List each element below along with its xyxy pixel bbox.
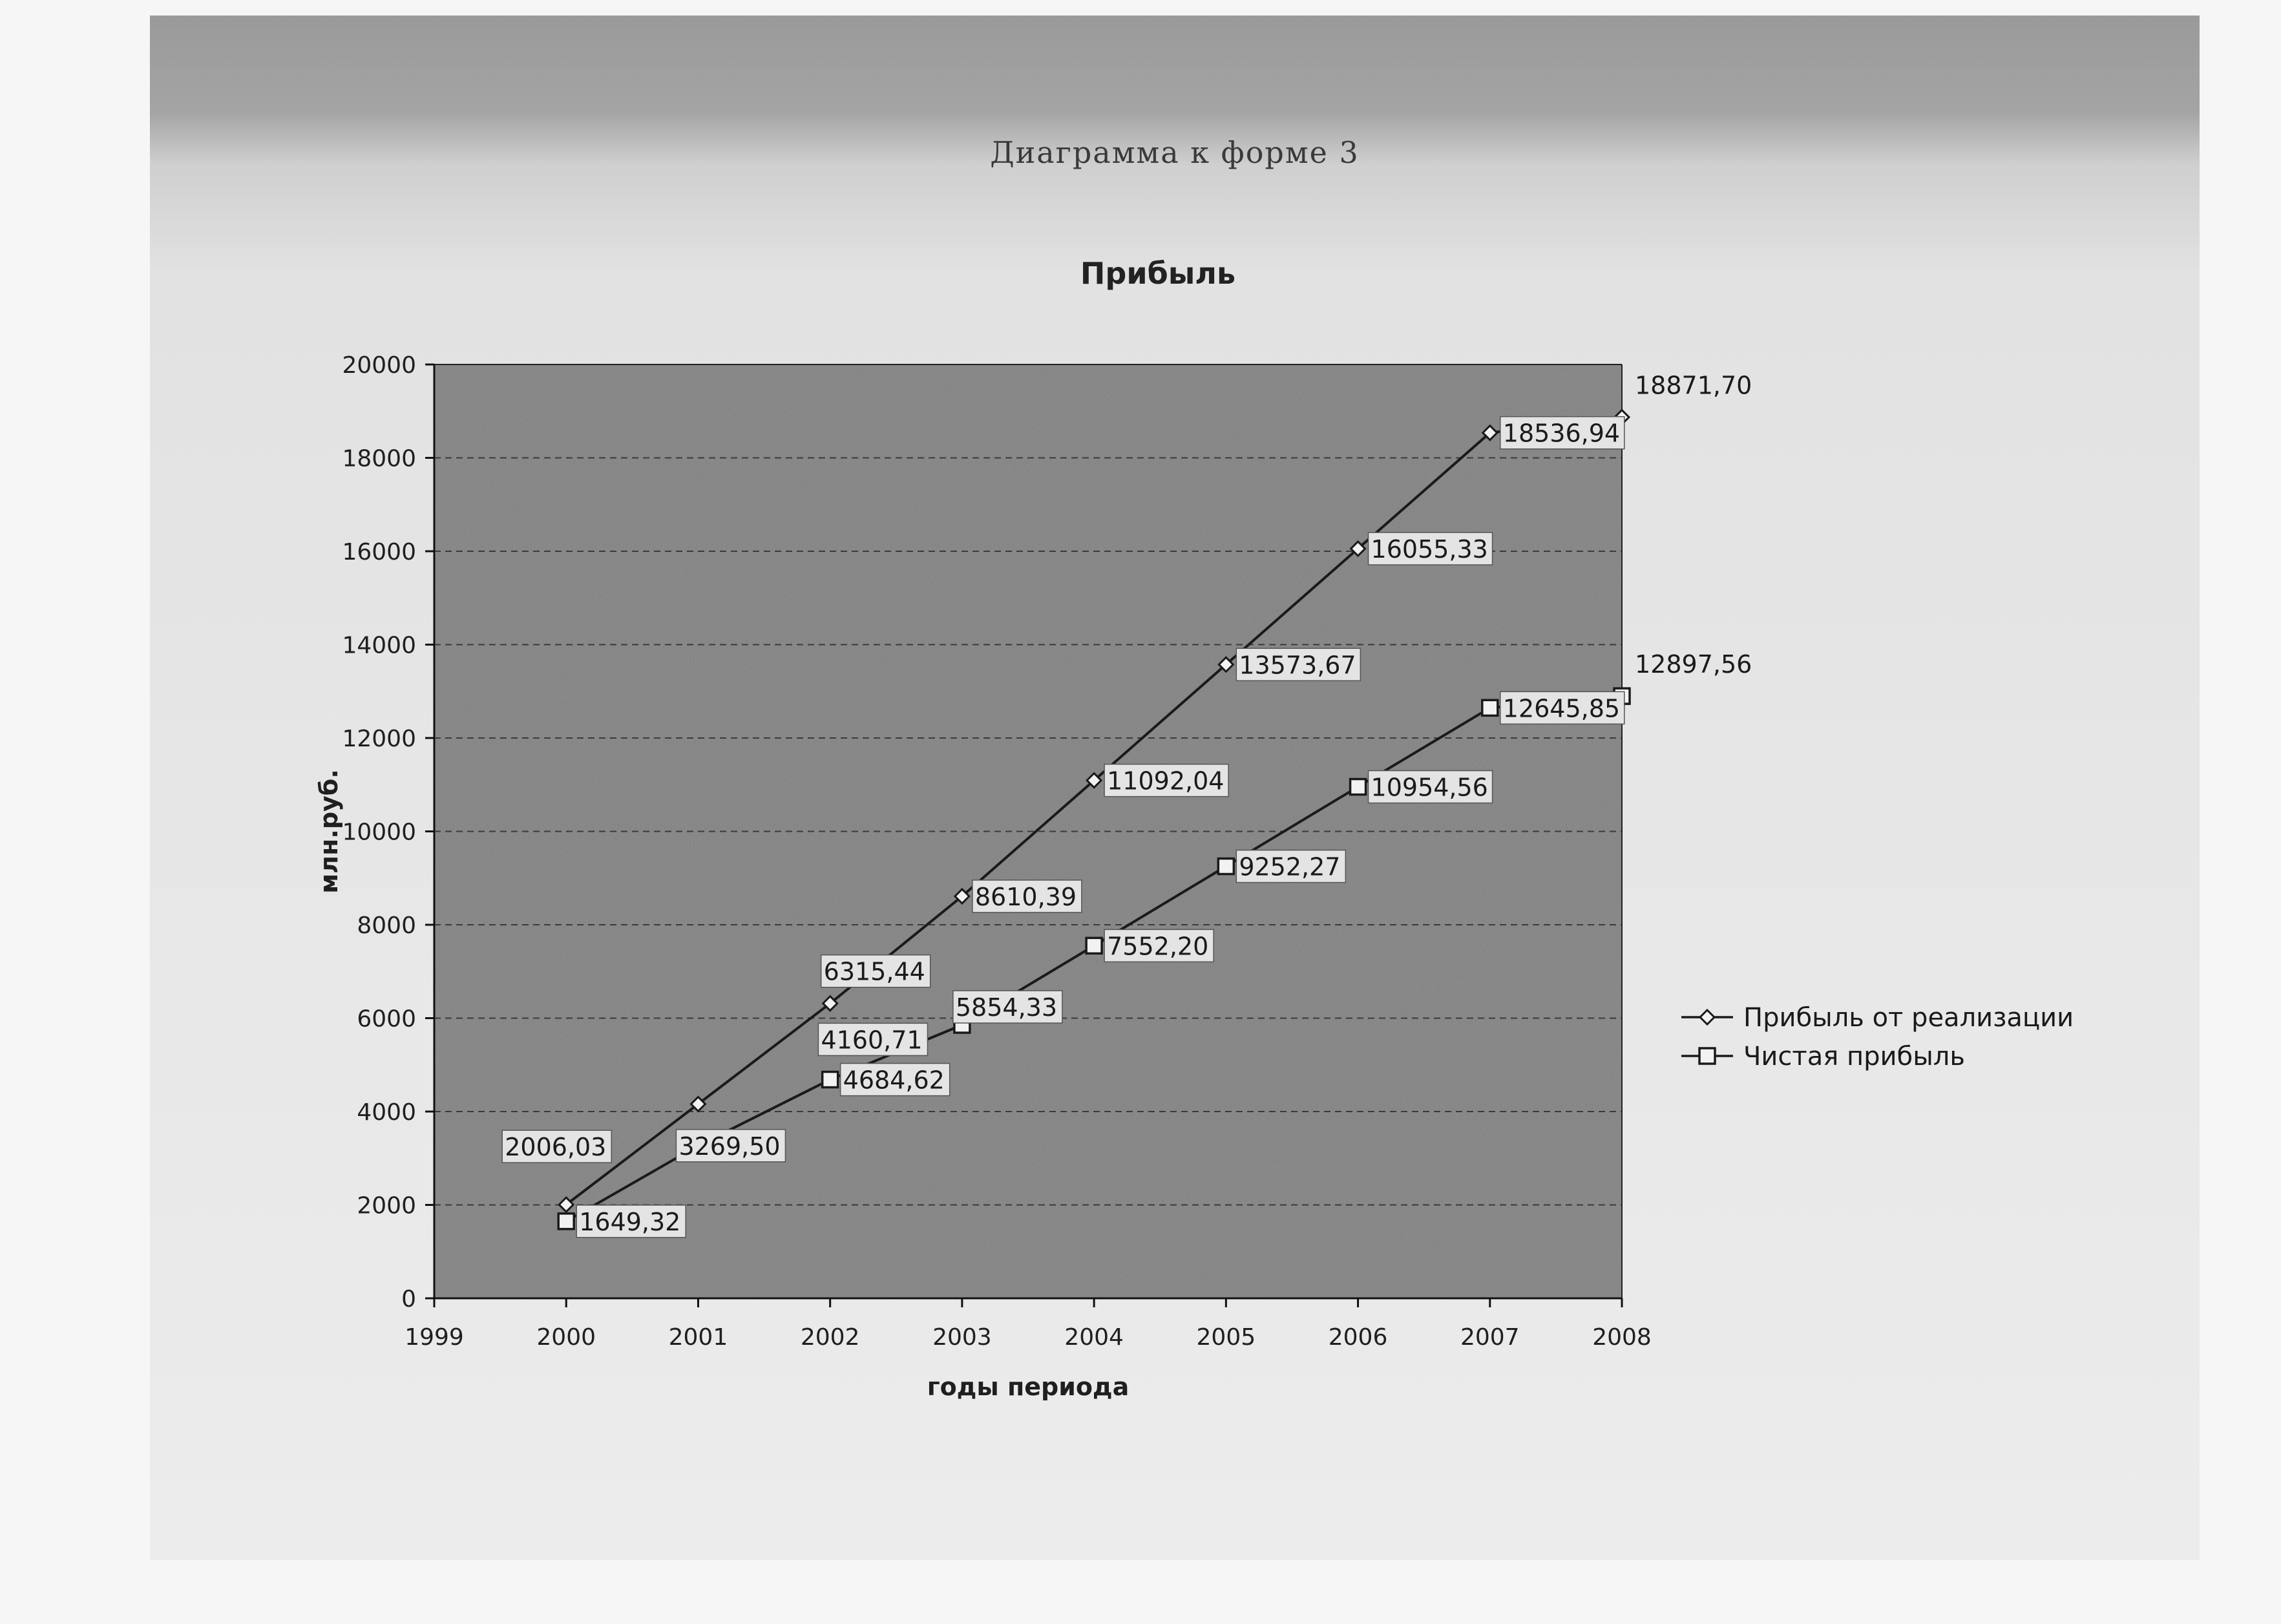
legend (1681, 1003, 2074, 1071)
page-caption: Диаграмма к форме 3 (990, 135, 1360, 170)
y-tick-label: 10000 (342, 819, 416, 846)
data-label: 16055,33 (1371, 535, 1488, 564)
data-label: 18536,94 (1502, 419, 1621, 448)
data-label: 2006,03 (505, 1133, 607, 1162)
y-tick-label: 8000 (357, 912, 416, 939)
chart-title: Прибыль (1080, 256, 1236, 291)
x-axis-title: годы периода (927, 1373, 1130, 1401)
x-tick-label: 2003 (932, 1324, 992, 1351)
x-tick-label: 2006 (1328, 1324, 1388, 1351)
legend-marker (1700, 1010, 1714, 1024)
data-label: 9252,27 (1239, 852, 1341, 881)
legend-label: Прибыль от реализации (1743, 1003, 2074, 1033)
x-tick-label: 2005 (1196, 1324, 1256, 1351)
data-label: 5854,33 (955, 993, 1058, 1022)
series-2-point (823, 1072, 838, 1088)
data-label: 8610,39 (974, 882, 1077, 911)
data-label: 12645,85 (1502, 694, 1621, 723)
x-tick-label: 1999 (405, 1324, 464, 1351)
y-tick-label: 18000 (342, 445, 416, 472)
scanned-page (150, 16, 2200, 1560)
series-2-point (558, 1214, 574, 1229)
data-label: 4160,71 (821, 1026, 923, 1055)
data-label: 13573,67 (1239, 651, 1356, 680)
x-tick-label: 2001 (668, 1324, 728, 1351)
data-label: 4684,62 (843, 1066, 945, 1095)
data-label: 3269,50 (678, 1132, 781, 1161)
series-2-point (1086, 938, 1102, 953)
y-tick-label: 12000 (342, 726, 416, 752)
legend-label: Чистая прибыль (1743, 1042, 1965, 1071)
data-label: 10954,56 (1371, 773, 1488, 802)
data-label: 11092,04 (1107, 766, 1225, 796)
y-tick-label: 2000 (357, 1192, 416, 1219)
data-label: 12897,56 (1635, 650, 1752, 679)
x-tick-label: 2002 (800, 1324, 860, 1351)
legend-marker (1699, 1048, 1715, 1064)
x-tick-label: 2008 (1592, 1324, 1652, 1351)
x-tick-label: 2007 (1460, 1324, 1520, 1351)
data-label: 7552,20 (1107, 932, 1209, 961)
line-chart (150, 16, 2200, 1560)
series-2-point (1482, 700, 1498, 715)
data-label: 1649,32 (579, 1207, 681, 1236)
data-label: 6315,44 (823, 957, 925, 986)
y-tick-label: 0 (401, 1286, 416, 1313)
y-tick-label: 4000 (357, 1099, 416, 1126)
data-label: 18871,70 (1635, 371, 1752, 400)
series-2-point (1218, 859, 1234, 874)
y-tick-label: 20000 (342, 352, 416, 379)
y-tick-label: 14000 (342, 632, 416, 659)
y-tick-label: 6000 (357, 1006, 416, 1033)
y-axis-title: млн.руб. (315, 769, 343, 894)
series-2-point (1351, 779, 1366, 795)
x-tick-label: 2004 (1064, 1324, 1124, 1351)
y-tick-label: 16000 (342, 539, 416, 565)
x-tick-label: 2000 (536, 1324, 596, 1351)
